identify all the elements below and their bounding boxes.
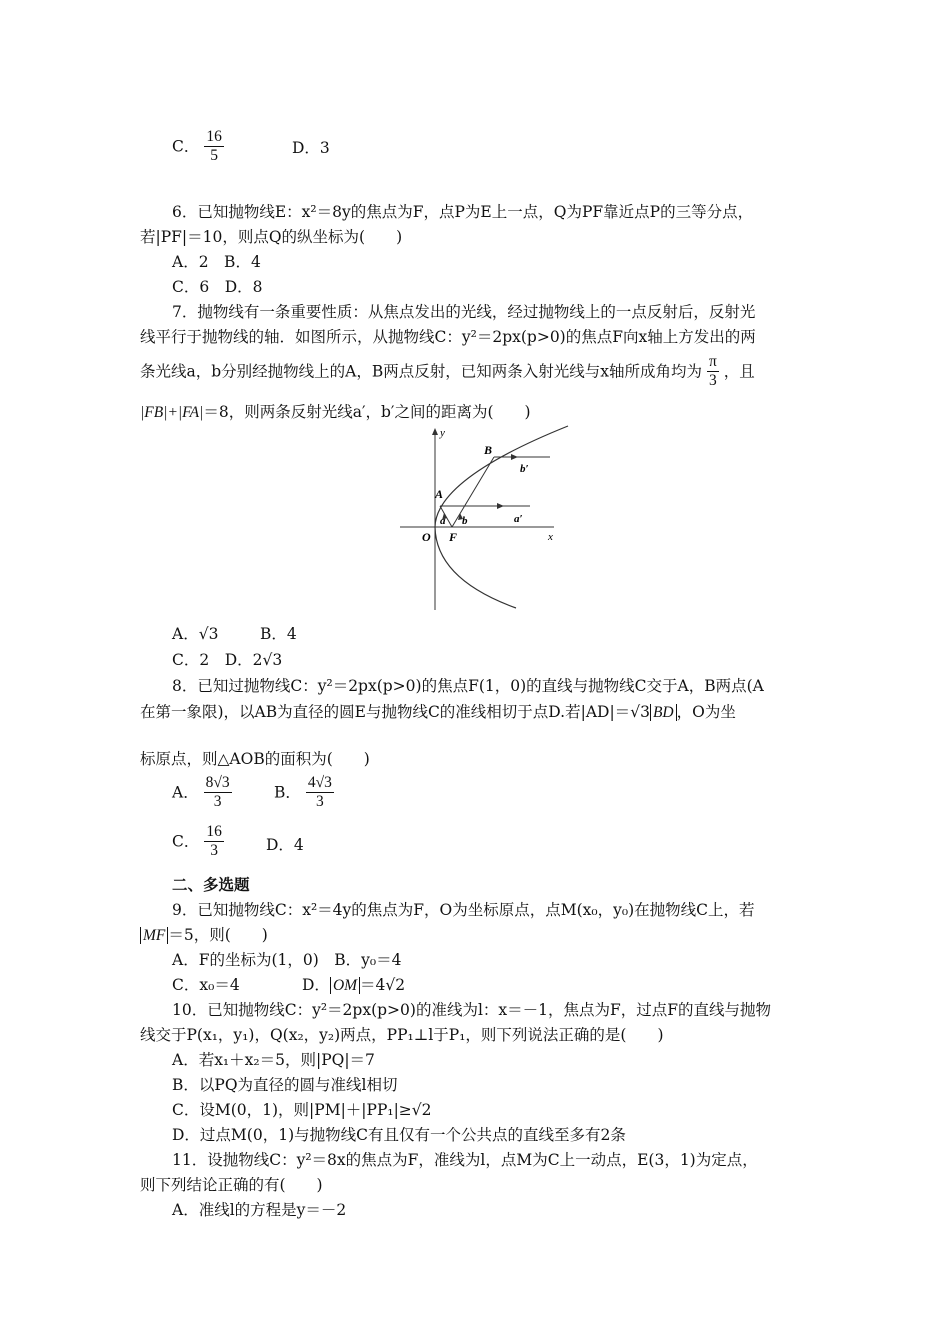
q7-options-cd: C．2 D．2√3 xyxy=(172,651,283,669)
q10-option-d: D．过点M(0，1)与抛物线C有且仅有一个公共点的直线至多有2条 xyxy=(172,1126,626,1144)
q8-option-b xyxy=(274,774,334,818)
fig-label-focus: F xyxy=(449,530,458,544)
ray-b-prime-arrow-icon xyxy=(511,454,518,460)
q9-abs-mf: MF xyxy=(140,927,168,944)
fig-label-ray-b: b xyxy=(462,515,468,527)
q7-line-4-text: ＝8，则两条反射光线a′，b′之间的距离为( ) xyxy=(203,403,531,421)
q6-options-cd: C．6 D．8 xyxy=(172,278,263,296)
q9-option-d-label: D． xyxy=(302,976,330,994)
fig-label-ray-a-prime: a′ xyxy=(514,513,523,525)
q5-option-c xyxy=(172,128,224,172)
q9-line-1: 9．已知抛物线C：x²＝4y的焦点为F，O为坐标原点，点M(x₀，y₀)在抛物线C上，若 xyxy=(172,901,755,919)
ray-a-prime-arrow-icon xyxy=(497,503,504,509)
q7-line-1: 7．抛物线有一条重要性质：从焦点发出的光线，经过抛物线上的一点反射后，反射光 xyxy=(172,303,756,321)
q10-option-a: A．若x₁＋x₂＝5，则|PQ|＝7 xyxy=(172,1051,375,1069)
q8-c-denominator: 3 xyxy=(204,841,224,860)
section-title-multiple-choice: 二、多选题 xyxy=(172,876,250,894)
q8-option-a-label: A． xyxy=(172,783,199,802)
q8-option-a-fraction xyxy=(204,774,232,811)
q9-line-2 xyxy=(140,925,268,946)
q7-option-a: A．√3 xyxy=(172,625,219,643)
q7-line-3 xyxy=(140,353,755,395)
q8-option-c-label: C． xyxy=(172,832,200,851)
q7-angle-fraction xyxy=(707,353,719,390)
q8-option-d: D．4 xyxy=(266,836,304,854)
q8-root-three: √3 xyxy=(630,703,650,721)
q9-option-d-value: ＝4√2 xyxy=(360,976,406,994)
q8-line-1: 8．已知过抛物线C：y²＝2px(p>0)的焦点F(1，0)的直线与抛物线C交于A，B两点(A xyxy=(172,677,764,695)
q10-option-c: C．设M(0，1)，则|PM|＋|PP₁|≥√2 xyxy=(172,1101,432,1119)
parabola-curve xyxy=(435,426,568,608)
fig-label-point-b: B xyxy=(484,443,493,457)
q8-line-3: 标原点，则△AOB的面积为( ) xyxy=(140,750,370,768)
q8-a-denominator: 3 xyxy=(204,792,232,811)
q7-angle-pi: π xyxy=(708,353,717,370)
q5-option-c-label: C． xyxy=(172,137,200,156)
q10-line-1: 10．已知抛物线C：y²＝2px(p>0)的准线为l：x＝－1，焦点为F，过点F的直线与抛物 xyxy=(172,1001,772,1019)
q7-abs-sum: |FB|+|FA| xyxy=(140,404,204,421)
q8-b-numerator: 4√3 xyxy=(307,774,332,791)
q7-option-b: B．4 xyxy=(260,625,297,643)
parabola-reflection-figure xyxy=(398,424,588,614)
q7-line-3-end: ，且 xyxy=(723,362,755,381)
q9-options-ab: A．F的坐标为(1，0) B．y₀＝4 xyxy=(172,951,402,969)
q8-a-numerator: 8√3 xyxy=(205,774,230,791)
q10-option-b: B．以PQ为直径的圆与准线l相切 xyxy=(172,1076,398,1094)
q9-abs-om: OM xyxy=(330,977,360,994)
fig-label-point-a: A xyxy=(435,487,444,501)
fig-label-ray-a: a xyxy=(440,515,446,527)
incident-ray-b xyxy=(452,457,494,527)
q8-option-c xyxy=(172,823,224,867)
q7-line-2: 线平行于抛物线的轴．如图所示，从抛物线C：y²＝2px(p>0)的焦点F向x轴上方发出的两 xyxy=(140,328,756,346)
q8-option-b-fraction xyxy=(306,774,334,811)
q6-line-2: 若|PF|＝10，则点Q的纵坐标为( ) xyxy=(140,228,403,246)
q7-angle-denominator: 3 xyxy=(707,371,719,390)
q8-abs-bd: BD xyxy=(650,704,677,721)
q6-options-ab: A．2 B．4 xyxy=(172,253,261,271)
q9-option-c: C．x₀＝4 xyxy=(172,976,240,994)
q5-option-c-fraction xyxy=(204,128,224,165)
q9-line-2-text: ＝5，则( ) xyxy=(168,926,268,944)
q10-line-2: 线交于P(x₁，y₁)，Q(x₂，y₂)两点，PP₁⊥l于P₁，则下列说法正确的是( ) xyxy=(140,1026,664,1044)
q5-c-numerator: 16 xyxy=(206,128,222,145)
q11-option-a: A．准线l的方程是y＝－2 xyxy=(172,1201,347,1219)
q8-b-denominator: 3 xyxy=(306,792,334,811)
fig-label-ray-b-prime: b′ xyxy=(520,463,529,475)
q8-option-a xyxy=(172,774,232,818)
q7-line-3-text: 条光线a，b分别经抛物线上的A，B两点反射，已知两条入射光线与x轴所成角均为 xyxy=(140,362,702,381)
q6-line-1: 6．已知抛物线E：x²＝8y的焦点为F，点P为E上一点，Q为PF靠近点P的三等分点， xyxy=(172,203,754,221)
q9-option-d xyxy=(302,975,405,996)
q8-c-numerator: 16 xyxy=(206,823,222,840)
fig-label-y: y xyxy=(440,427,445,439)
q11-line-2: 则下列结论正确的有( ) xyxy=(140,1176,323,1194)
q5-option-d: D．3 xyxy=(292,139,330,157)
q11-line-1: 11．设抛物线C：y²＝8x的焦点为F，准线为l，点M为C上一动点，E(3，1)为定点， xyxy=(172,1151,758,1169)
q8-line-2-end: ，O为坐 xyxy=(676,703,736,721)
q7-line-4 xyxy=(140,402,531,423)
q8-line-2 xyxy=(140,702,736,732)
q8-option-c-fraction xyxy=(204,823,224,860)
fig-label-origin: O xyxy=(422,530,431,544)
q8-option-b-label: B． xyxy=(274,783,301,802)
fig-label-x: x xyxy=(548,531,553,543)
q8-line-2-text: 在第一象限)，以AB为直径的圆E与抛物线C的准线相切于点D.若|AD|＝ xyxy=(140,703,631,721)
y-axis-arrow-icon xyxy=(432,428,438,435)
q5-c-denominator: 5 xyxy=(204,146,224,165)
